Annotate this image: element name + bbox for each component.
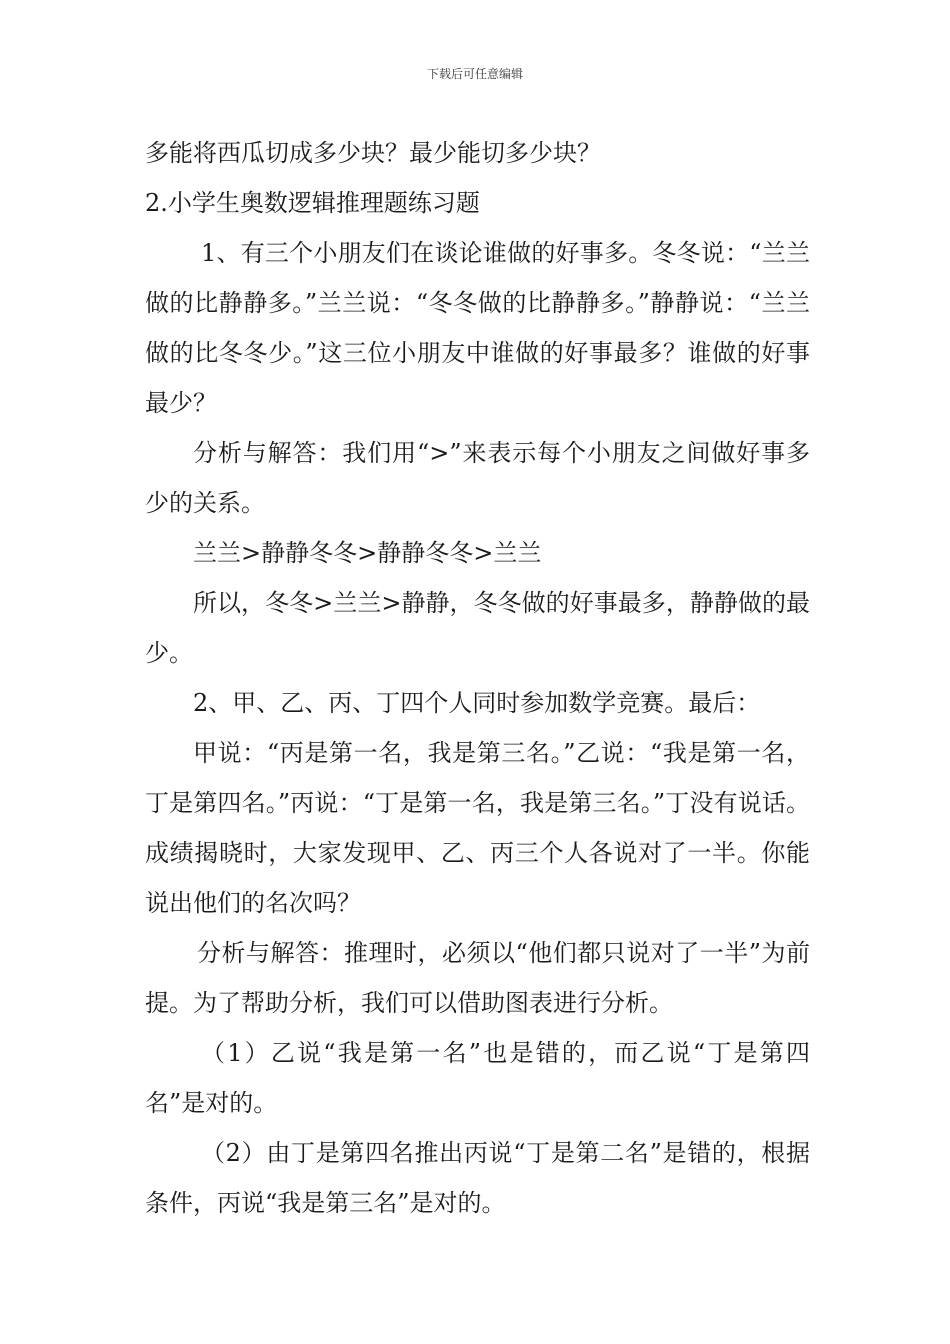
conclusion-1: 所以，冬冬>兰兰>静静，冬冬做的好事最多，静静做的最少。 — [145, 589, 810, 667]
problem-1: 1、有三个小朋友们在谈论谁做的好事多。冬冬说：“兰兰做的比静静多。”兰兰说：“冬冬做的比静静多。”静静说：“兰兰做的比冬冬少。”这三位小朋友中谁做的好事最多？谁做的好事最少？ — [145, 239, 810, 417]
problem-2-statements: 甲说：“丙是第一名，我是第三名。”乙说：“我是第一名，丁是第四名。”丙说：“丁是第一名，我是第三名。”丁没有说话。成绩揭晓时，大家发现甲、乙、丙三个人各说对了一半。你能说出他们的名次吗？ — [145, 739, 810, 917]
step-1: （1）乙说“我是第一名”也是错的，而乙说“丁是第四名”是对的。 — [145, 1039, 810, 1117]
problem-2: 2、甲、乙、丙、丁四个人同时参加数学竞赛。最后： — [193, 689, 761, 717]
analysis-1: 分析与解答：我们用“>”来表示每个小朋友之间做好事多少的关系。 — [145, 439, 810, 517]
relations-line: 兰兰>静静冬冬>静静冬冬>兰兰 — [193, 539, 542, 567]
step-2: （2）由丁是第四名推出丙说“丁是第二名”是错的，根据条件，丙说“我是第三名”是对的。 — [145, 1139, 810, 1217]
page-header: 下载后可任意编辑 — [426, 67, 523, 81]
analysis-2: 分析与解答：推理时，必须以“他们都只说对了一半”为前提。为了帮助分析，我们可以借助图表进行分析。 — [145, 939, 810, 1017]
document-body — [145, 128, 810, 1228]
paragraph-watermelon-question: 多能将西瓜切成多少块？最少能切多少块？ — [145, 139, 601, 167]
section-title: 2.小学生奥数逻辑推理题练习题 — [145, 189, 480, 217]
